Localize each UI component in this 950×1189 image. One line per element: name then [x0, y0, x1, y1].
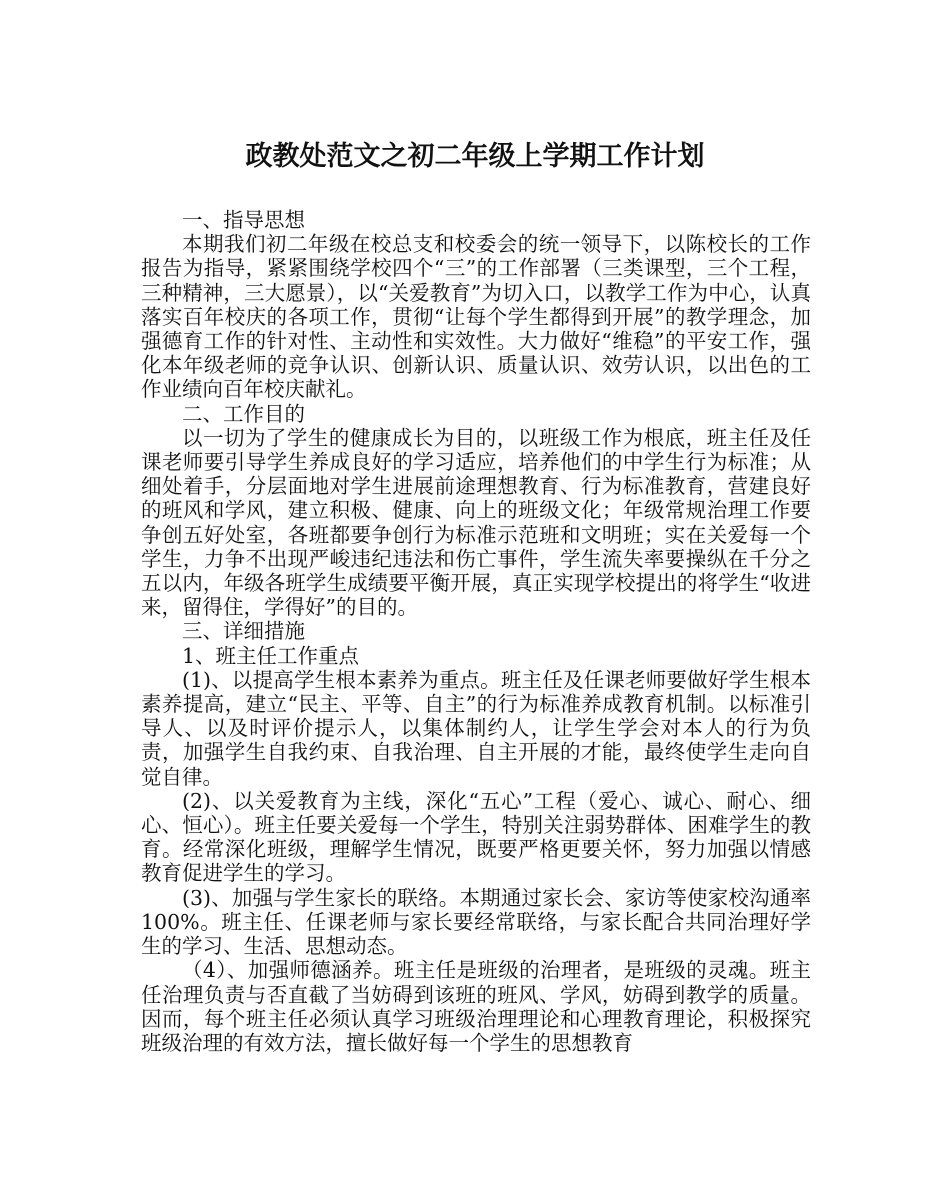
document-title: 政教处范文之初二年级上学期工作计划	[245, 141, 705, 172]
paragraph-measure-3: (3)、加强与学生家长的联络。本期通过家长会、家访等使家校沟通率100%。班主任、任课老师与家长要经常联络，与家长配合共同治理好学生的学习、生活、思想动态。	[141, 885, 811, 959]
paragraph-work-goals: 以一切为了学生的健康成长为目的，以班级工作为根底，班主任及任课老师要引导学生养成良好的学习适应，培养他们的中学生行为标准；从细处着手，分层面地对学生进展前途理想教育、行为标准教育，营建良好的班风和学风，建立积极、健康、向上的班级文化；年级常规治理工作要争创五好处室，各班都要争创行为标准示范班和文明班；实在关爱每一个学生，力争不出现严峻违纪违法和伤亡事件，学生流失率要操纵在千分之五以内，年级各班学生成绩要平衡开展，真正实现学校提出的将学生“收进来，留得住，学得好”的目的。	[141, 425, 811, 620]
section-heading-specific-measures: 三、详细措施	[182, 619, 305, 644]
paragraph-measure-2: (2)、以关爱教育为主线，深化“五心”工程（爱心、诚心、耐心、细心、恒心）。班主任要关爱每一个学生，特别关注弱势群体、困难学生的教育。经常深化班级，理解学生情况，既要严格更要关怀，努力加强以情感教育促进学生的学习。	[141, 788, 811, 886]
document-body	[141, 208, 811, 1055]
section-heading-guiding-ideology: 一、指导思想	[182, 208, 305, 232]
paragraph-guiding-ideology: 本期我们初二年级在校总支和校委会的统一领导下，以陈校长的工作报告为指导，紧紧围绕学校四个“三”的工作部署（三类课型，三个工程，三种精神，三大愿景），以“关爱教育”为切入口，以教学工作为中心，认真落实百年校庆的各项工作，贯彻“让每个学生都得到开展”的教学理念，加强德育工作的针对性、主动性和实效性。大力做好“维稳”的平安工作，强化本年级老师的竞争认识、创新认识、质量认识、效劳认识，以出色的工作业绩向百年校庆献礼。	[141, 232, 811, 402]
paragraph-measure-4: （4）、加强师德涵养。班主任是班级的治理者，是班级的灵魂。班主任治理负责与否直截了当妨碍到该班的班风、学风，妨碍到教学的质量。因而，每个班主任必须认真学习班级治理理论和心理教育理论，积极探究班级治理的有效方法，擅长做好每一个学生的思想教育	[141, 958, 811, 1055]
subheading-class-teacher-focus: 1、班主任工作重点	[182, 643, 360, 668]
section-heading-work-goals: 二、工作目的	[182, 401, 305, 426]
paragraph-measure-1: (1)、以提高学生根本素养为重点。班主任及任课老师要做好学生根本素养提高，建立“民主、平等、自主”的行为标准养成教育机制。以标准引导人、以及时评价提示人，以集体制约人，让学生学会对本人的行为负责，加强学生自我约束、自我治理、自主开展的才能，最终使学生走向自觉自律。	[141, 667, 811, 789]
